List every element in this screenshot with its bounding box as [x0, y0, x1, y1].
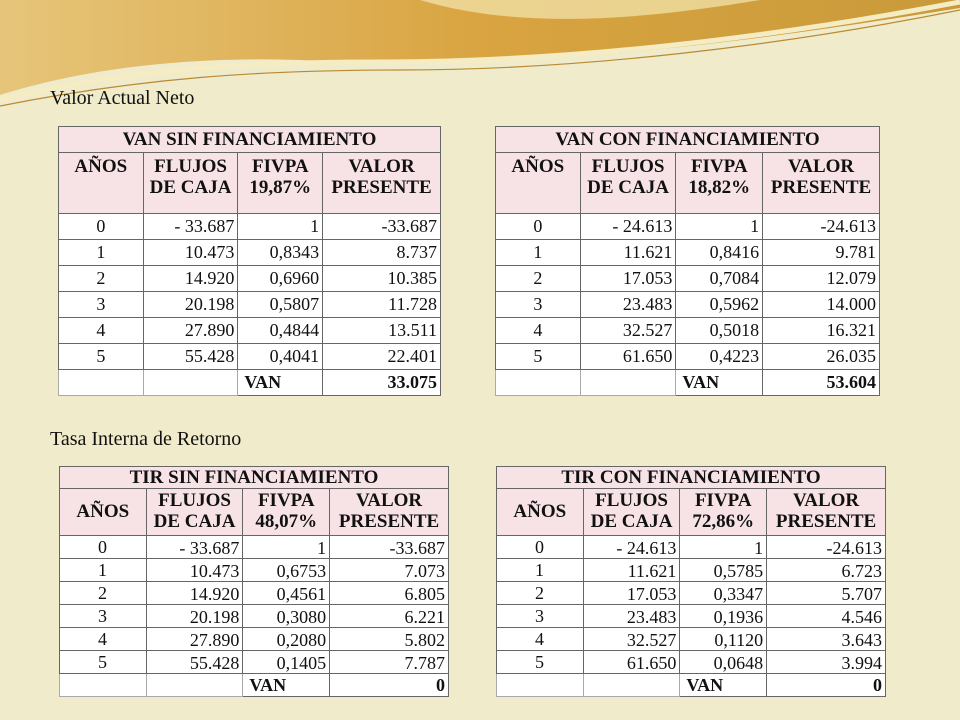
table-title: VAN SIN FINANCIAMIENTO — [59, 127, 441, 153]
cash-flow-cell: 61.650 — [580, 344, 676, 370]
year-cell: 3 — [59, 292, 144, 318]
section-heading-tir: Tasa Interna de Retorno — [50, 428, 242, 450]
table-row — [59, 318, 441, 344]
fivpa-cell: 0,5785 — [680, 559, 767, 582]
cash-flow-cell: - 33.687 — [146, 536, 243, 559]
empty-cell — [146, 674, 243, 697]
empty-cell — [583, 674, 680, 697]
col-header-years: AÑOS — [59, 153, 144, 214]
year-cell: 1 — [59, 240, 144, 266]
cash-flow-cell: 23.483 — [583, 605, 680, 628]
table-row — [59, 240, 441, 266]
table-row — [496, 214, 880, 240]
fivpa-cell: 0,5018 — [676, 318, 763, 344]
table-row — [60, 582, 449, 605]
col-header-flows: FLUJOS DE CAJA — [146, 489, 243, 536]
empty-cell — [143, 370, 238, 396]
table-row — [60, 536, 449, 559]
fivpa-cell: 0,7084 — [676, 266, 763, 292]
cash-flow-cell: 14.920 — [146, 582, 243, 605]
col-header-years: AÑOS — [60, 489, 147, 536]
van-con-financiamiento-table — [495, 126, 880, 396]
total-value: 33.075 — [323, 370, 441, 396]
van-sin-financiamiento-table — [58, 126, 441, 396]
present-value-cell: 6.221 — [330, 605, 449, 628]
fivpa-cell: 0,1120 — [680, 628, 767, 651]
cash-flow-cell: 32.527 — [583, 628, 680, 651]
table-row — [59, 344, 441, 370]
present-value-cell: 26.035 — [763, 344, 880, 370]
col-header-fivpa: FIVPA 18,82% — [676, 153, 763, 214]
table-row — [497, 605, 886, 628]
present-value-cell: -24.613 — [767, 536, 886, 559]
year-cell: 3 — [497, 605, 584, 628]
col-header-years: AÑOS — [497, 489, 584, 536]
cash-flow-cell: 20.198 — [146, 605, 243, 628]
table-row — [497, 628, 886, 651]
total-label: VAN — [680, 674, 767, 697]
table-row — [59, 214, 441, 240]
empty-cell — [496, 370, 581, 396]
fivpa-cell: 0,6753 — [243, 559, 330, 582]
tir-con-financiamiento-table — [496, 466, 886, 697]
col-header-fivpa: FIVPA 48,07% — [243, 489, 330, 536]
table-row — [497, 651, 886, 674]
year-cell: 4 — [497, 628, 584, 651]
table-row — [497, 536, 886, 559]
total-row — [60, 674, 449, 697]
table-title: TIR CON FINANCIAMIENTO — [497, 467, 886, 489]
table-row — [496, 292, 880, 318]
present-value-cell: 14.000 — [763, 292, 880, 318]
fivpa-cell: 1 — [676, 214, 763, 240]
cash-flow-cell: - 24.613 — [583, 536, 680, 559]
table-row — [497, 582, 886, 605]
present-value-cell: 8.737 — [323, 240, 441, 266]
year-cell: 2 — [497, 582, 584, 605]
section-heading-van: Valor Actual Neto — [50, 87, 195, 109]
fivpa-cell: 0,0648 — [680, 651, 767, 674]
cash-flow-cell: 55.428 — [146, 651, 243, 674]
cash-flow-cell: 20.198 — [143, 292, 238, 318]
year-cell: 2 — [496, 266, 581, 292]
cash-flow-cell: 10.473 — [146, 559, 243, 582]
present-value-cell: 3.994 — [767, 651, 886, 674]
year-cell: 5 — [497, 651, 584, 674]
present-value-cell: 22.401 — [323, 344, 441, 370]
table-title: VAN CON FINANCIAMIENTO — [496, 127, 880, 153]
cash-flow-cell: - 24.613 — [580, 214, 676, 240]
table-row — [60, 628, 449, 651]
col-header-fivpa: FIVPA 72,86% — [680, 489, 767, 536]
present-value-cell: 10.385 — [323, 266, 441, 292]
present-value-cell: 6.805 — [330, 582, 449, 605]
empty-cell — [580, 370, 676, 396]
fivpa-cell: 0,5962 — [676, 292, 763, 318]
year-cell: 0 — [60, 536, 147, 559]
col-header-flows: FLUJOS DE CAJA — [583, 489, 680, 536]
year-cell: 0 — [496, 214, 581, 240]
present-value-cell: -33.687 — [323, 214, 441, 240]
cash-flow-cell: - 33.687 — [143, 214, 238, 240]
present-value-cell: 6.723 — [767, 559, 886, 582]
present-value-cell: 16.321 — [763, 318, 880, 344]
cash-flow-cell: 61.650 — [583, 651, 680, 674]
fivpa-cell: 0,3080 — [243, 605, 330, 628]
year-cell: 0 — [497, 536, 584, 559]
col-header-years: AÑOS — [496, 153, 581, 214]
present-value-cell: 5.802 — [330, 628, 449, 651]
total-value: 0 — [330, 674, 449, 697]
total-row — [496, 370, 880, 396]
total-row — [497, 674, 886, 697]
empty-cell — [59, 370, 144, 396]
present-value-cell: -24.613 — [763, 214, 880, 240]
col-header-fivpa: FIVPA 19,87% — [238, 153, 323, 214]
table-row — [496, 266, 880, 292]
year-cell: 2 — [59, 266, 144, 292]
fivpa-cell: 0,4223 — [676, 344, 763, 370]
fivpa-cell: 0,8416 — [676, 240, 763, 266]
empty-cell — [60, 674, 147, 697]
present-value-cell: 12.079 — [763, 266, 880, 292]
total-label: VAN — [676, 370, 763, 396]
total-value: 53.604 — [763, 370, 880, 396]
table-title: TIR SIN FINANCIAMIENTO — [60, 467, 449, 489]
tir-sin-financiamiento-table — [59, 466, 449, 697]
present-value-cell: 3.643 — [767, 628, 886, 651]
fivpa-cell: 0,3347 — [680, 582, 767, 605]
fivpa-cell: 0,4844 — [238, 318, 323, 344]
present-value-cell: 13.511 — [323, 318, 441, 344]
fivpa-cell: 0,6960 — [238, 266, 323, 292]
table-row — [496, 318, 880, 344]
table-row — [59, 266, 441, 292]
empty-cell — [497, 674, 584, 697]
present-value-cell: 5.707 — [767, 582, 886, 605]
fivpa-cell: 1 — [243, 536, 330, 559]
fivpa-cell: 0,8343 — [238, 240, 323, 266]
total-label: VAN — [243, 674, 330, 697]
year-cell: 3 — [60, 605, 147, 628]
year-cell: 2 — [60, 582, 147, 605]
year-cell: 5 — [60, 651, 147, 674]
fivpa-cell: 0,1936 — [680, 605, 767, 628]
cash-flow-cell: 55.428 — [143, 344, 238, 370]
table-row — [60, 651, 449, 674]
year-cell: 5 — [59, 344, 144, 370]
year-cell: 4 — [60, 628, 147, 651]
year-cell: 4 — [496, 318, 581, 344]
total-label: VAN — [238, 370, 323, 396]
present-value-cell: -33.687 — [330, 536, 449, 559]
fivpa-cell: 0,1405 — [243, 651, 330, 674]
col-header-flows: FLUJOS DE CAJA — [143, 153, 238, 214]
cash-flow-cell: 17.053 — [580, 266, 676, 292]
year-cell: 1 — [497, 559, 584, 582]
present-value-cell: 4.546 — [767, 605, 886, 628]
total-row — [59, 370, 441, 396]
fivpa-cell: 1 — [680, 536, 767, 559]
table-row — [496, 344, 880, 370]
year-cell: 5 — [496, 344, 581, 370]
cash-flow-cell: 11.621 — [583, 559, 680, 582]
year-cell: 4 — [59, 318, 144, 344]
present-value-cell: 11.728 — [323, 292, 441, 318]
cash-flow-cell: 11.621 — [580, 240, 676, 266]
year-cell: 1 — [60, 559, 147, 582]
col-header-present-value: VALOR PRESENTE — [330, 489, 449, 536]
table-row — [497, 559, 886, 582]
total-value: 0 — [767, 674, 886, 697]
fivpa-cell: 0,2080 — [243, 628, 330, 651]
col-header-flows: FLUJOS DE CAJA — [580, 153, 676, 214]
col-header-present-value: VALOR PRESENTE — [767, 489, 886, 536]
table-row — [60, 605, 449, 628]
fivpa-cell: 0,4561 — [243, 582, 330, 605]
cash-flow-cell: 23.483 — [580, 292, 676, 318]
fivpa-cell: 0,4041 — [238, 344, 323, 370]
cash-flow-cell: 32.527 — [580, 318, 676, 344]
col-header-present-value: VALOR PRESENTE — [323, 153, 441, 214]
table-row — [496, 240, 880, 266]
present-value-cell: 9.781 — [763, 240, 880, 266]
table-row — [60, 559, 449, 582]
cash-flow-cell: 27.890 — [143, 318, 238, 344]
year-cell: 3 — [496, 292, 581, 318]
fivpa-cell: 0,5807 — [238, 292, 323, 318]
year-cell: 0 — [59, 214, 144, 240]
cash-flow-cell: 14.920 — [143, 266, 238, 292]
table-row — [59, 292, 441, 318]
col-header-present-value: VALOR PRESENTE — [763, 153, 880, 214]
cash-flow-cell: 17.053 — [583, 582, 680, 605]
fivpa-cell: 1 — [238, 214, 323, 240]
present-value-cell: 7.073 — [330, 559, 449, 582]
cash-flow-cell: 27.890 — [146, 628, 243, 651]
present-value-cell: 7.787 — [330, 651, 449, 674]
cash-flow-cell: 10.473 — [143, 240, 238, 266]
year-cell: 1 — [496, 240, 581, 266]
